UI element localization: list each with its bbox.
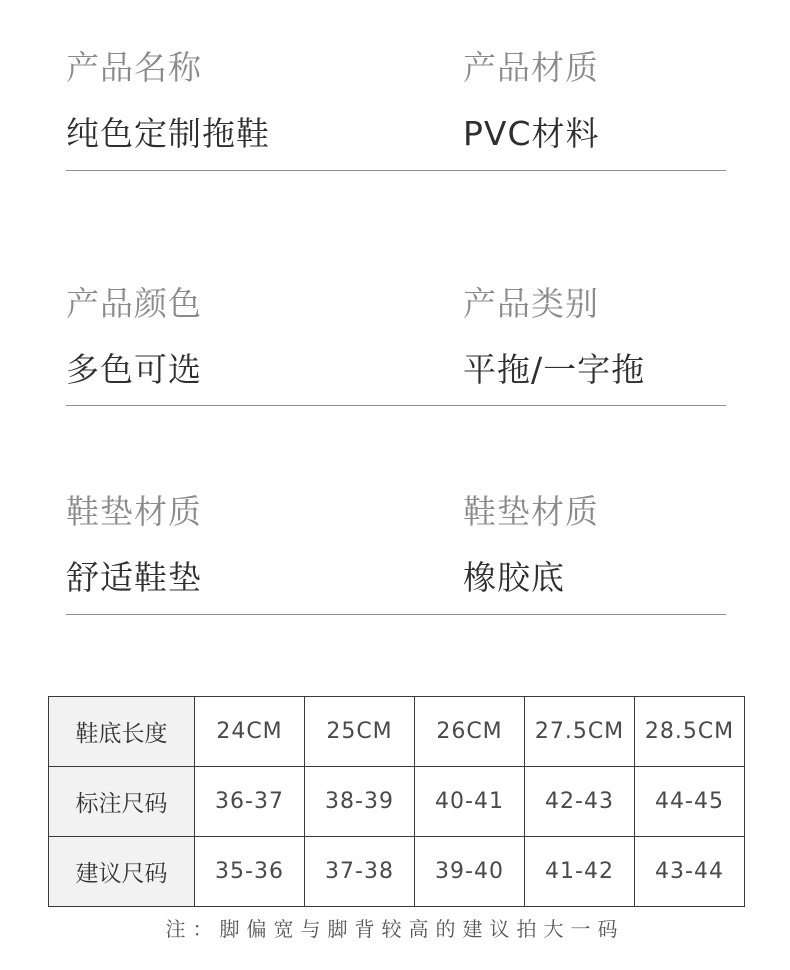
spec-row-insole-sole — [66, 492, 726, 615]
size-cell: 25CM — [305, 697, 415, 767]
size-cell: 24CM — [195, 697, 305, 767]
size-cell: 40-41 — [415, 767, 525, 837]
size-cell: 37-38 — [305, 837, 415, 907]
sole-length-header: 鞋底长度 — [49, 697, 195, 767]
product-material-value: PVC材料 — [463, 114, 600, 153]
product-category-spec — [463, 284, 763, 390]
sole-material-value: 橡胶底 — [463, 558, 565, 597]
size-cell: 39-40 — [415, 837, 525, 907]
product-color-label: 产品颜色 — [66, 284, 202, 323]
sole-length-row — [49, 697, 745, 767]
product-color-spec — [66, 284, 366, 390]
size-cell: 43-44 — [635, 837, 745, 907]
product-category-value: 平拖/一字拖 — [463, 350, 646, 389]
product-material-label: 产品材质 — [463, 48, 599, 87]
insole-material-label: 鞋垫材质 — [66, 492, 202, 531]
size-cell: 42-43 — [525, 767, 635, 837]
spec-row-name-material — [66, 48, 726, 171]
size-cell: 28.5CM — [635, 697, 745, 767]
spec-row-color-category — [66, 284, 726, 406]
size-cell: 38-39 — [305, 767, 415, 837]
size-cell: 27.5CM — [525, 697, 635, 767]
size-cell: 36-37 — [195, 767, 305, 837]
recommended-size-header: 建议尺码 — [49, 837, 195, 907]
product-name-spec — [66, 48, 366, 154]
size-cell: 44-45 — [635, 767, 745, 837]
size-cell: 41-42 — [525, 837, 635, 907]
labeled-size-row — [49, 767, 745, 837]
insole-material-spec — [66, 492, 366, 598]
product-name-value: 纯色定制拖鞋 — [66, 114, 270, 153]
product-color-value: 多色可选 — [66, 350, 202, 389]
sole-material-label: 鞋垫材质 — [463, 492, 599, 531]
product-name-label: 产品名称 — [66, 48, 202, 87]
product-category-label: 产品类别 — [463, 284, 599, 323]
size-cell: 35-36 — [195, 837, 305, 907]
recommended-size-row — [49, 837, 745, 907]
insole-material-value: 舒适鞋垫 — [66, 558, 202, 597]
size-cell: 26CM — [415, 697, 525, 767]
product-material-spec — [463, 48, 763, 154]
size-recommendation-note: 注：脚偏宽与脚背较高的建议拍大一码 — [165, 917, 625, 941]
sole-material-spec — [463, 492, 763, 598]
labeled-size-header: 标注尺码 — [49, 767, 195, 837]
size-chart-table — [48, 696, 745, 907]
